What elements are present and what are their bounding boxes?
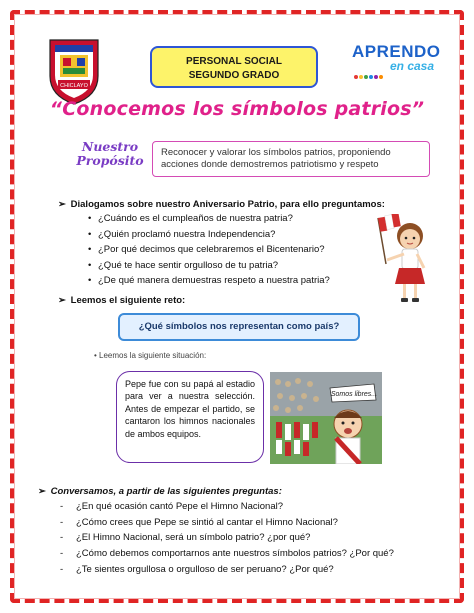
list-item-text: ¿Quién proclamó nuestra Independencia?	[98, 228, 276, 240]
purpose-label	[74, 140, 146, 168]
list-item	[88, 273, 330, 289]
speech-bubble-text: Somos libres...	[330, 391, 378, 398]
list-item-text: ¿Cómo debemos comportarnos ante nuestros símbolos patrios? ¿Por qué?	[76, 548, 394, 560]
list-item-text: ¿Por qué decimos que celebraremos el Bicentenario?	[98, 244, 325, 255]
bullet-icon: •	[88, 259, 92, 271]
list-item	[60, 515, 394, 531]
grade-title: SEGUNDO GRADO	[188, 70, 280, 81]
list-item	[60, 562, 394, 578]
section1-heading	[58, 199, 385, 210]
story-text: Pepe fue con su papá al estadio para ver a nuestra selección. Antes de empezar el partido, se cantaron los himnos nacionales de ambos equipos.	[116, 371, 264, 463]
subject-title: PERSONAL SOCIAL	[186, 56, 282, 67]
dash-icon: -	[60, 532, 64, 544]
list-item	[60, 546, 394, 562]
list-item	[88, 242, 330, 258]
list-item-text: ¿En qué ocasión cantó Pepe el Himno Nacional?	[76, 501, 284, 512]
aprendo-en-casa-logo	[352, 42, 448, 78]
bullet-icon: •	[88, 228, 92, 240]
bullet-icon: •	[88, 244, 92, 255]
list-item-text: ¿Cómo crees que Pepe se sintió al cantar el Himno Nacional?	[76, 516, 338, 528]
brand-dots	[354, 66, 388, 72]
list-item-text: ¿Te sientes orgullosa o orgulloso de ser peruano? ¿Por qué?	[76, 563, 334, 575]
dash-icon: -	[60, 516, 64, 528]
section3-heading-text: Conversamos, a partir de las siguientes preguntas:	[50, 486, 282, 497]
purpose-label-line2: Propósito	[76, 153, 144, 168]
arrow-icon: ➢	[58, 295, 66, 306]
list-item-text: ¿El Himno Nacional, será un símbolo patrio? ¿por qué?	[76, 532, 311, 544]
school-logo	[46, 36, 102, 106]
situation-lead: • Leemos la siguiente situación:	[94, 351, 207, 360]
section3-list	[60, 499, 394, 577]
section2-heading-text: Leemos el siguiente reto:	[70, 295, 186, 306]
logo-text: CHICLAYO	[60, 83, 88, 89]
list-item	[88, 211, 330, 227]
brand-line2: en casa	[390, 59, 435, 73]
challenge-question: ¿Qué símbolos nos representan como país?	[118, 313, 360, 341]
list-item	[88, 258, 330, 274]
dash-icon: -	[60, 548, 64, 560]
section1-list	[88, 211, 330, 289]
stadium-illustration	[270, 372, 382, 464]
purpose-label-line1: Nuestro	[81, 139, 139, 154]
bullet-icon: •	[88, 213, 92, 224]
dash-icon: -	[60, 501, 64, 512]
subject-header	[150, 46, 318, 88]
dash-icon: -	[60, 563, 64, 575]
arrow-icon: ➢	[38, 486, 46, 497]
list-item	[60, 530, 394, 546]
list-item	[60, 499, 394, 515]
section2-heading	[58, 295, 185, 306]
arrow-icon: ➢	[58, 199, 66, 210]
list-item-text: ¿Qué te hace sentir orgulloso de tu patria?	[98, 259, 279, 271]
brand-line1: APRENDO	[352, 42, 441, 61]
section1-heading-text: Dialogamos sobre nuestro Aniversario Patrio, para ello preguntamos:	[70, 199, 385, 210]
list-item	[88, 227, 330, 243]
girl-with-flag-illustration	[372, 214, 438, 306]
list-item-text: ¿De qué manera demuestras respeto a nuestra patria?	[98, 275, 330, 286]
bullet-icon: •	[88, 275, 92, 286]
list-item-text: ¿Cuándo es el cumpleaños de nuestra patria?	[98, 213, 293, 224]
section3-heading	[38, 486, 282, 497]
purpose-text: Reconocer y valorar los símbolos patrios, proponiendo acciones donde demostremos patriotismo y respeto	[152, 141, 430, 177]
page-title: “Conocemos los símbolos patrios”	[49, 98, 425, 120]
